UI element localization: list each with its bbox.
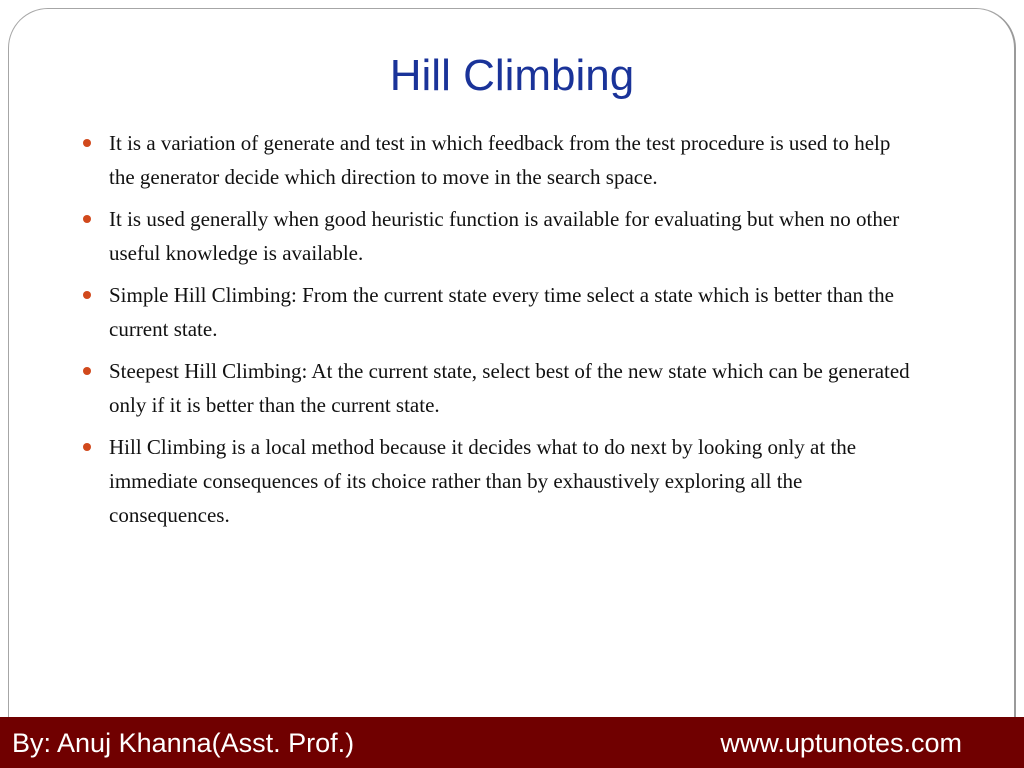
bullet-marker-icon xyxy=(83,291,91,299)
footer-author: By: Anuj Khanna(Asst. Prof.) xyxy=(12,728,355,758)
slide-title: Hill Climbing xyxy=(389,51,635,100)
bullet-text: Steepest Hill Climbing: At the current state, select best of the new state which can be generated only if it is better than the current state. xyxy=(109,359,910,417)
bullet-text: It is used generally when good heuristic function is available for evaluating but when no other useful knowledge is available. xyxy=(109,207,900,265)
bullet-item xyxy=(78,430,918,532)
bullet-marker-icon xyxy=(83,367,91,375)
bullet-item xyxy=(78,126,918,194)
bullet-marker-icon xyxy=(83,215,91,223)
footer-website: www.uptunotes.com xyxy=(720,728,962,758)
bullet-text: It is a variation of generate and test in which feedback from the test procedure is used to help the generator decide which direction to move in the search space. xyxy=(109,131,891,189)
bullet-list xyxy=(78,126,918,540)
bullet-marker-icon xyxy=(83,139,91,147)
bullet-text: Simple Hill Climbing: From the current state every time select a state which is better than the current state. xyxy=(109,283,894,341)
bullet-item xyxy=(78,354,918,422)
bullet-text: Hill Climbing is a local method because it decides what to do next by looking only at the immediate consequences of its choice rather than by exhaustively exploring all the consequences. xyxy=(109,435,857,527)
bullet-item xyxy=(78,202,918,270)
bullet-marker-icon xyxy=(83,443,91,451)
footer-bar xyxy=(0,717,1024,768)
bullet-item xyxy=(78,278,918,346)
